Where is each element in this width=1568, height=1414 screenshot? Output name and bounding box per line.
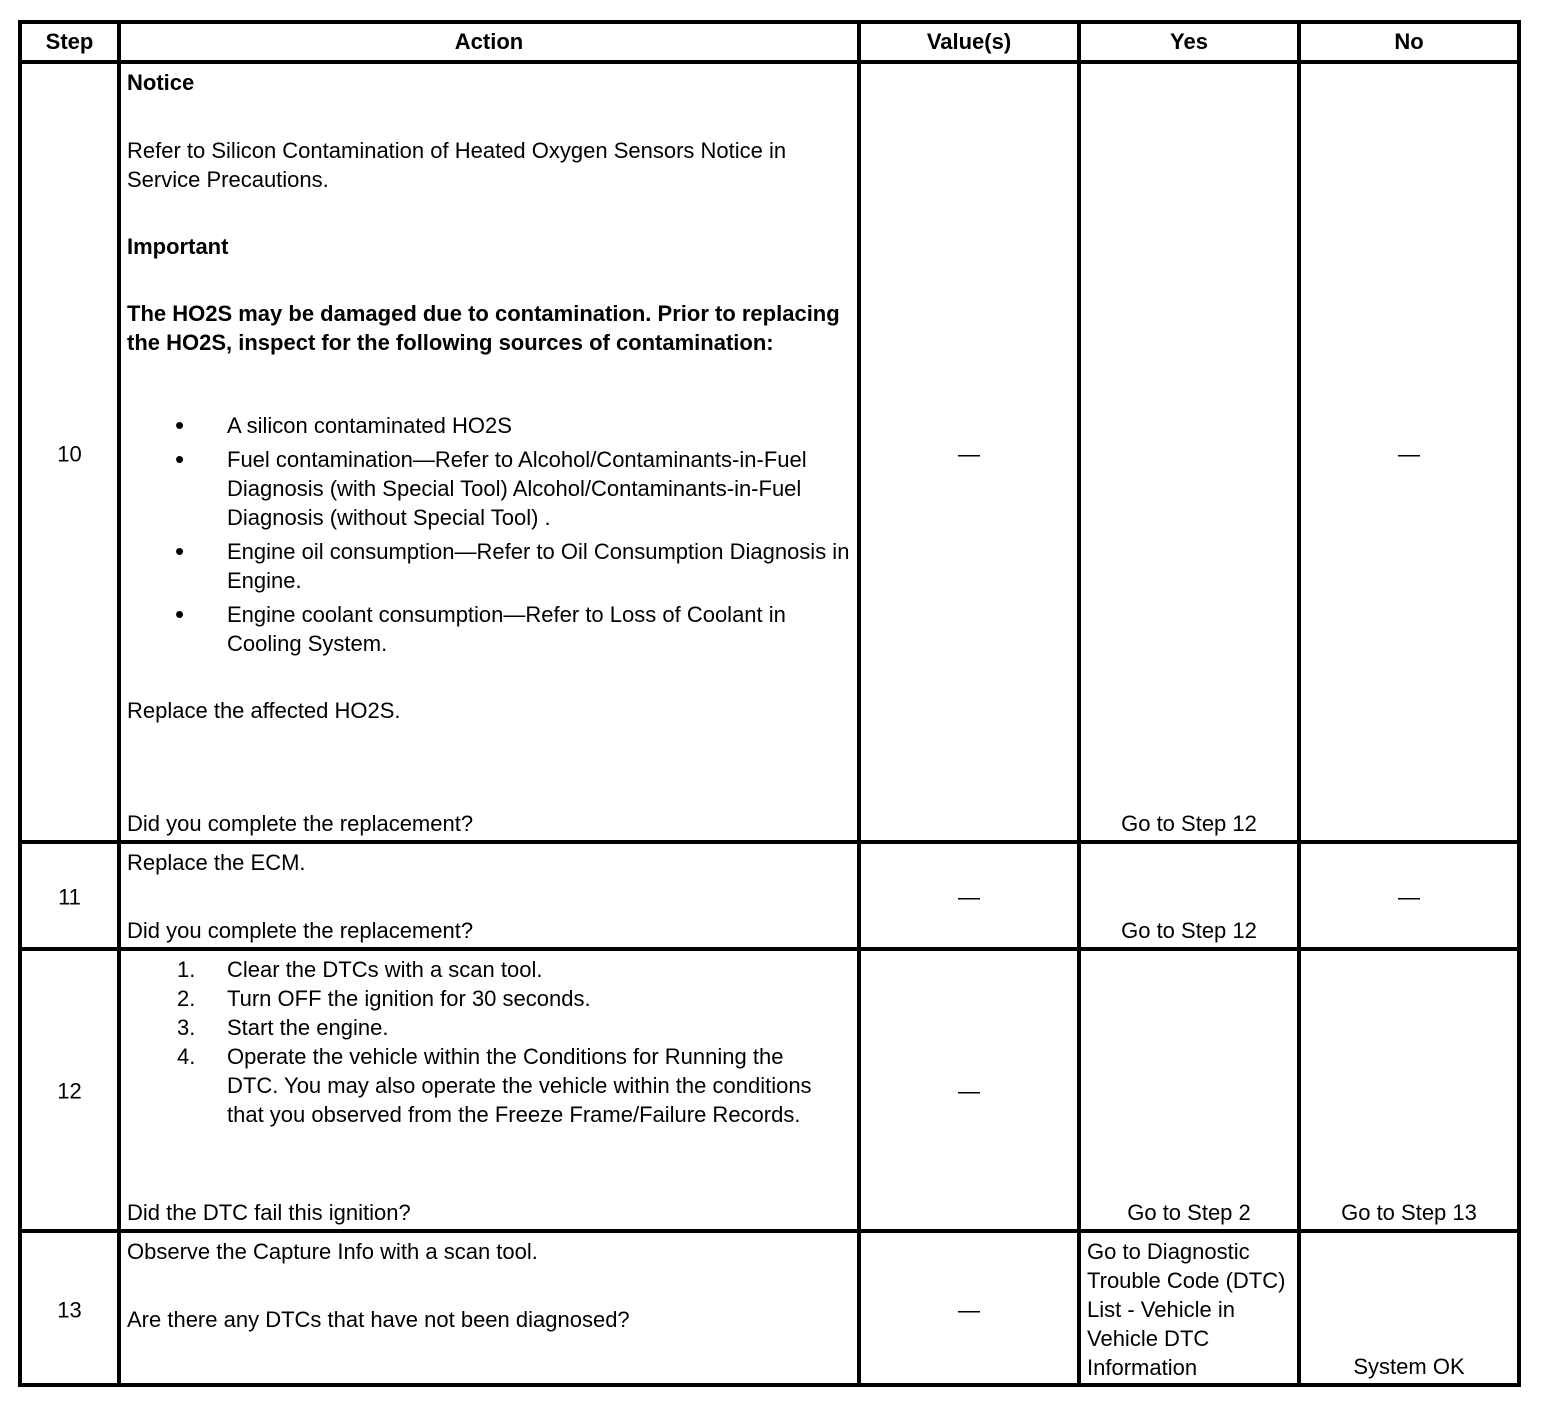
yes-cell: [1079, 62, 1299, 842]
instruction-text: Replace the ECM.: [127, 850, 306, 875]
question-text: Did the DTC fail this ignition?: [127, 1200, 411, 1225]
no-text: —: [1398, 884, 1420, 910]
list-item: • Engine coolant consumption—Refer to Loss of Coolant in Cooling System.: [127, 600, 851, 658]
yes-cell: [1079, 842, 1299, 949]
table-row: [20, 949, 1519, 1231]
table-row: [20, 1231, 1519, 1385]
no-cell: [1299, 1231, 1519, 1385]
no-text: Go to Step 13: [1341, 1200, 1477, 1225]
step-cell: [20, 842, 119, 949]
yes-text: Go to Step 2: [1127, 1200, 1251, 1225]
step-cell: [20, 949, 119, 1231]
yes-cell: [1079, 1231, 1299, 1385]
header-row: [20, 22, 1519, 62]
no-text: System OK: [1353, 1354, 1465, 1379]
instruction-text: Observe the Capture Info with a scan tool.: [127, 1239, 538, 1264]
action-cell: [119, 949, 859, 1231]
step-number: 12: [57, 1078, 82, 1104]
notice-text: Refer to Silicon Contamination of Heated Oxygen Sensors Notice in Service Precautions.: [127, 138, 787, 192]
no-cell: [1299, 949, 1519, 1231]
important-text: The HO2S may be damaged due to contamination. Prior to replacing the HO2S, inspect for the following sources of contamination:: [127, 301, 840, 355]
yes-text: Go to Diagnostic Trouble Code (DTC) List - Vehicle in Vehicle DTC Information: [1087, 1239, 1286, 1380]
value-text: —: [958, 1078, 980, 1104]
header-action: Action: [119, 22, 859, 62]
instruction-text: Replace the affected HO2S.: [127, 698, 401, 723]
step-number: 13: [57, 1297, 82, 1323]
step-number: 10: [57, 441, 82, 467]
question-text: Are there any DTCs that have not been diagnosed?: [127, 1307, 630, 1332]
action-cell: [119, 842, 859, 949]
no-cell: [1299, 842, 1519, 949]
question-text: Did you complete the replacement?: [127, 918, 474, 943]
table-row: [20, 842, 1519, 949]
header-no: No: [1299, 22, 1519, 62]
action-cell: [119, 62, 859, 842]
diagnostic-table: [18, 20, 1521, 1387]
list-item: 1. Clear the DTCs with a scan tool.: [177, 957, 543, 982]
step-cell: [20, 62, 119, 842]
no-text: —: [1398, 441, 1420, 467]
value-text: —: [958, 441, 980, 467]
header-values: Value(s): [859, 22, 1079, 62]
value-text: —: [958, 884, 980, 910]
value-cell: [859, 949, 1079, 1231]
yes-text: Go to Step 12: [1121, 918, 1257, 943]
notice-title: Notice: [127, 70, 195, 95]
list-item: 3. Start the engine.: [177, 1015, 389, 1040]
value-text: —: [958, 1297, 980, 1323]
value-cell: [859, 842, 1079, 949]
step-cell: [20, 1231, 119, 1385]
value-cell: [859, 62, 1079, 842]
no-cell: [1299, 62, 1519, 842]
value-cell: [859, 1231, 1079, 1385]
list-item: • Fuel contamination—Refer to Alcohol/Contaminants-in-Fuel Diagnosis (with Special Tool) Alcohol/Contaminants-in-Fuel Diagnosis (without Special Tool) .: [127, 445, 851, 532]
list-item: • A silicon contaminated HO2S: [127, 411, 851, 440]
header-yes: Yes: [1079, 22, 1299, 62]
contamination-list: [127, 411, 851, 658]
important-title: Important: [127, 234, 229, 259]
yes-text: Go to Step 12: [1121, 811, 1257, 836]
action-cell: [119, 1231, 859, 1385]
table-row: [20, 62, 1519, 842]
list-item: 2. Turn OFF the ignition for 30 seconds.: [177, 986, 591, 1011]
question-text: Did you complete the replacement?: [127, 811, 474, 836]
header-step: Step: [20, 22, 119, 62]
list-item: • Engine oil consumption—Refer to Oil Consumption Diagnosis in Engine.: [127, 537, 851, 595]
procedure-list: [127, 955, 851, 1129]
list-item: 4. Operate the vehicle within the Conditions for Running the DTC. You may also operate the vehicle within the conditions that you observed from the Freeze Frame/Failure Records.: [177, 1044, 812, 1127]
yes-cell: [1079, 949, 1299, 1231]
step-number: 11: [58, 884, 81, 910]
